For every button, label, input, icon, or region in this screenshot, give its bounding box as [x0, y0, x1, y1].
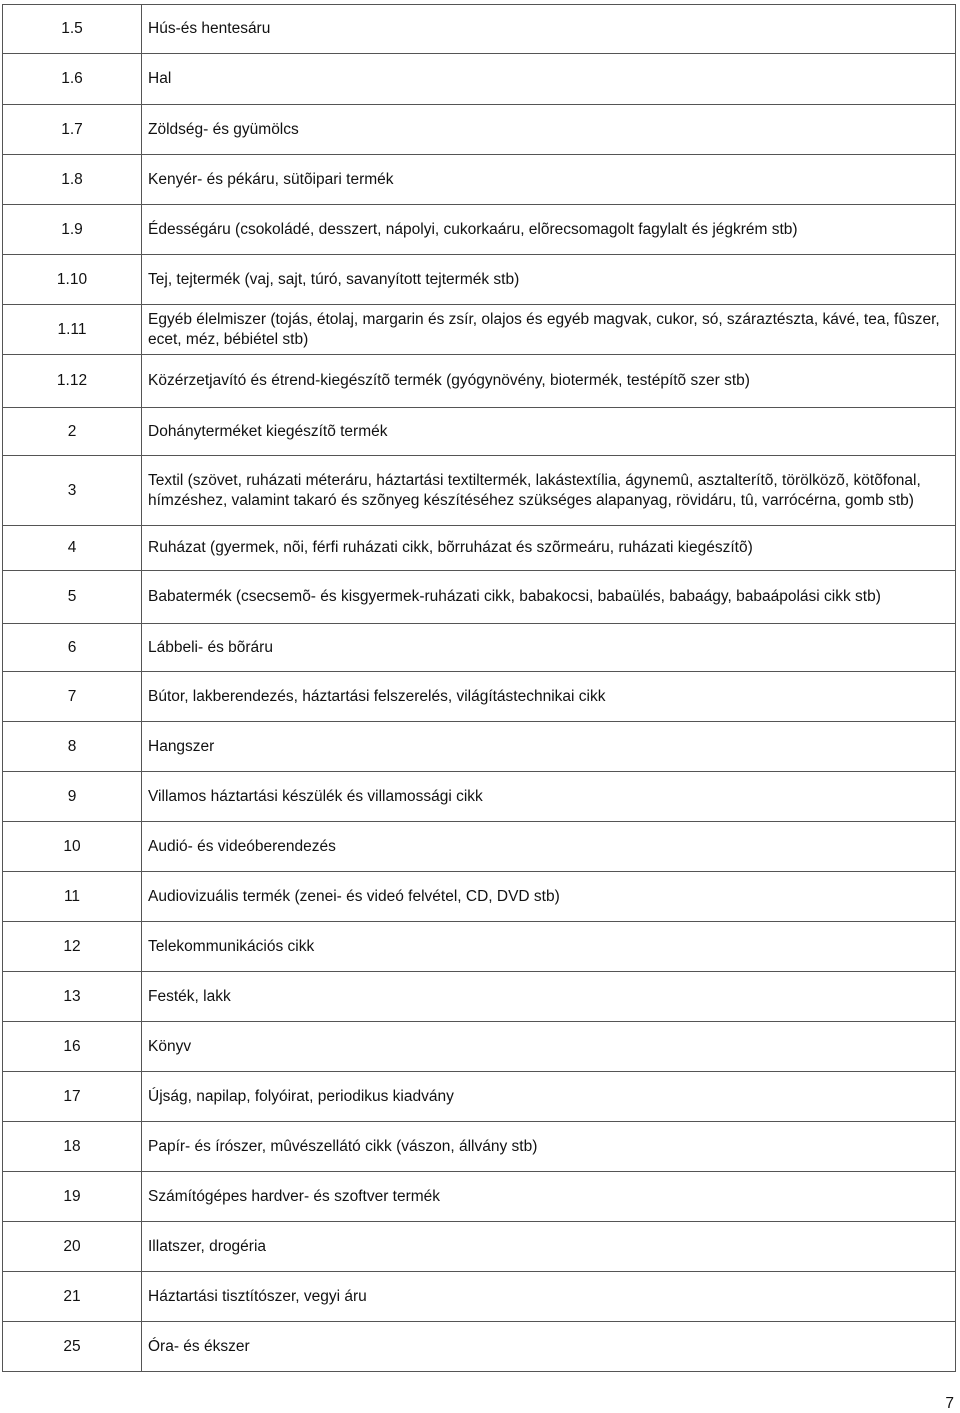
- row-description: Babatermék (csecsemõ- és kisgyermek-ruházati cikk, babakocsi, babaülés, babaágy, babaápolási cikk stb): [142, 571, 956, 624]
- table-row: [3, 722, 956, 772]
- table-row: [3, 872, 956, 922]
- row-description: Számítógépes hardver- és szoftver termék: [142, 1172, 956, 1222]
- row-description: Háztartási tisztítószer, vegyi áru: [142, 1272, 956, 1322]
- row-description: Bútor, lakberendezés, háztartási felszerelés, világítástechnikai cikk: [142, 672, 956, 722]
- table-row: [3, 624, 956, 672]
- row-code: 2: [3, 408, 142, 456]
- row-code: 1.9: [3, 205, 142, 255]
- table-row: [3, 571, 956, 624]
- row-code: 3: [3, 456, 142, 526]
- table-row: [3, 922, 956, 972]
- row-code: 1.10: [3, 255, 142, 305]
- row-description: Édességáru (csokoládé, desszert, nápolyi, cukorkaáru, elõrecsomagolt fagylalt és jégkrém stb): [142, 205, 956, 255]
- table-row: [3, 355, 956, 408]
- table-row: [3, 972, 956, 1022]
- row-description: Villamos háztartási készülék és villamossági cikk: [142, 772, 956, 822]
- table-row: [3, 305, 956, 355]
- row-description: Audió- és videóberendezés: [142, 822, 956, 872]
- row-description: Zöldség- és gyümölcs: [142, 105, 956, 155]
- row-code: 9: [3, 772, 142, 822]
- row-code: 16: [3, 1022, 142, 1072]
- table-row: [3, 5, 956, 54]
- table-body: [3, 5, 956, 1372]
- row-description: Textil (szövet, ruházati méteráru, háztartási textiltermék, lakástextília, ágynemû, asztalterítõ, törölközõ, kötõfonal, hímzéshez, valamint takaró és szõnyeg készítéséhez szükséges alapanyag, rövidáru, tû, varrócérna, gomb stb): [142, 456, 956, 526]
- row-description: Audiovizuális termék (zenei- és videó felvétel, CD, DVD stb): [142, 872, 956, 922]
- table-row: [3, 456, 956, 526]
- row-code: 1.6: [3, 54, 142, 105]
- row-code: 7: [3, 672, 142, 722]
- row-description: Illatszer, drogéria: [142, 1222, 956, 1272]
- row-code: 17: [3, 1072, 142, 1122]
- row-description: Hal: [142, 54, 956, 105]
- row-code: 1.5: [3, 5, 142, 54]
- row-code: 18: [3, 1122, 142, 1172]
- row-description: Dohányterméket kiegészítõ termék: [142, 408, 956, 456]
- table-row: [3, 772, 956, 822]
- row-code: 11: [3, 872, 142, 922]
- row-description: Telekommunikációs cikk: [142, 922, 956, 972]
- page-number: 7: [945, 1395, 954, 1412]
- row-code: 21: [3, 1272, 142, 1322]
- row-code: 8: [3, 722, 142, 772]
- row-description: Lábbeli- és bõráru: [142, 624, 956, 672]
- row-description: Ruházat (gyermek, nõi, férfi ruházati cikk, bõrruházat és szõrmeáru, ruházati kiegészítõ): [142, 526, 956, 571]
- table-row: [3, 1072, 956, 1122]
- table-row: [3, 1172, 956, 1222]
- table-row: [3, 54, 956, 105]
- row-description: Újság, napilap, folyóirat, periodikus kiadvány: [142, 1072, 956, 1122]
- table-row: [3, 1272, 956, 1322]
- row-description: Könyv: [142, 1022, 956, 1072]
- table-row: [3, 672, 956, 722]
- row-code: 4: [3, 526, 142, 571]
- row-description: Egyéb élelmiszer (tojás, étolaj, margarin és zsír, olajos és egyéb magvak, cukor, só, száraztészta, kávé, tea, fûszer, ecet, méz, bébiétel stb): [142, 305, 956, 355]
- row-code: 25: [3, 1322, 142, 1372]
- row-code: 1.12: [3, 355, 142, 408]
- table-row: [3, 1122, 956, 1172]
- row-code: 10: [3, 822, 142, 872]
- row-description: Hús-és hentesáru: [142, 5, 956, 54]
- table-row: [3, 1222, 956, 1272]
- row-code: 20: [3, 1222, 142, 1272]
- row-description: Kenyér- és pékáru, sütõipari termék: [142, 155, 956, 205]
- row-code: 1.11: [3, 305, 142, 355]
- table-row: [3, 822, 956, 872]
- row-code: 1.7: [3, 105, 142, 155]
- table-row: [3, 1322, 956, 1372]
- product-category-table: [2, 4, 956, 1372]
- table-row: [3, 408, 956, 456]
- row-description: Papír- és írószer, mûvészellátó cikk (vászon, állvány stb): [142, 1122, 956, 1172]
- row-code: 6: [3, 624, 142, 672]
- table-row: [3, 255, 956, 305]
- row-code: 1.8: [3, 155, 142, 205]
- row-description: Óra- és ékszer: [142, 1322, 956, 1372]
- table-row: [3, 1022, 956, 1072]
- row-description: Közérzetjavító és étrend-kiegészítõ termék (gyógynövény, biotermék, testépítõ szer stb): [142, 355, 956, 408]
- row-code: 5: [3, 571, 142, 624]
- row-description: Festék, lakk: [142, 972, 956, 1022]
- table-row: [3, 155, 956, 205]
- row-code: 13: [3, 972, 142, 1022]
- table-row: [3, 526, 956, 571]
- row-description: Tej, tejtermék (vaj, sajt, túró, savanyított tejtermék stb): [142, 255, 956, 305]
- row-code: 12: [3, 922, 142, 972]
- table-row: [3, 205, 956, 255]
- table-row: [3, 105, 956, 155]
- row-description: Hangszer: [142, 722, 956, 772]
- row-code: 19: [3, 1172, 142, 1222]
